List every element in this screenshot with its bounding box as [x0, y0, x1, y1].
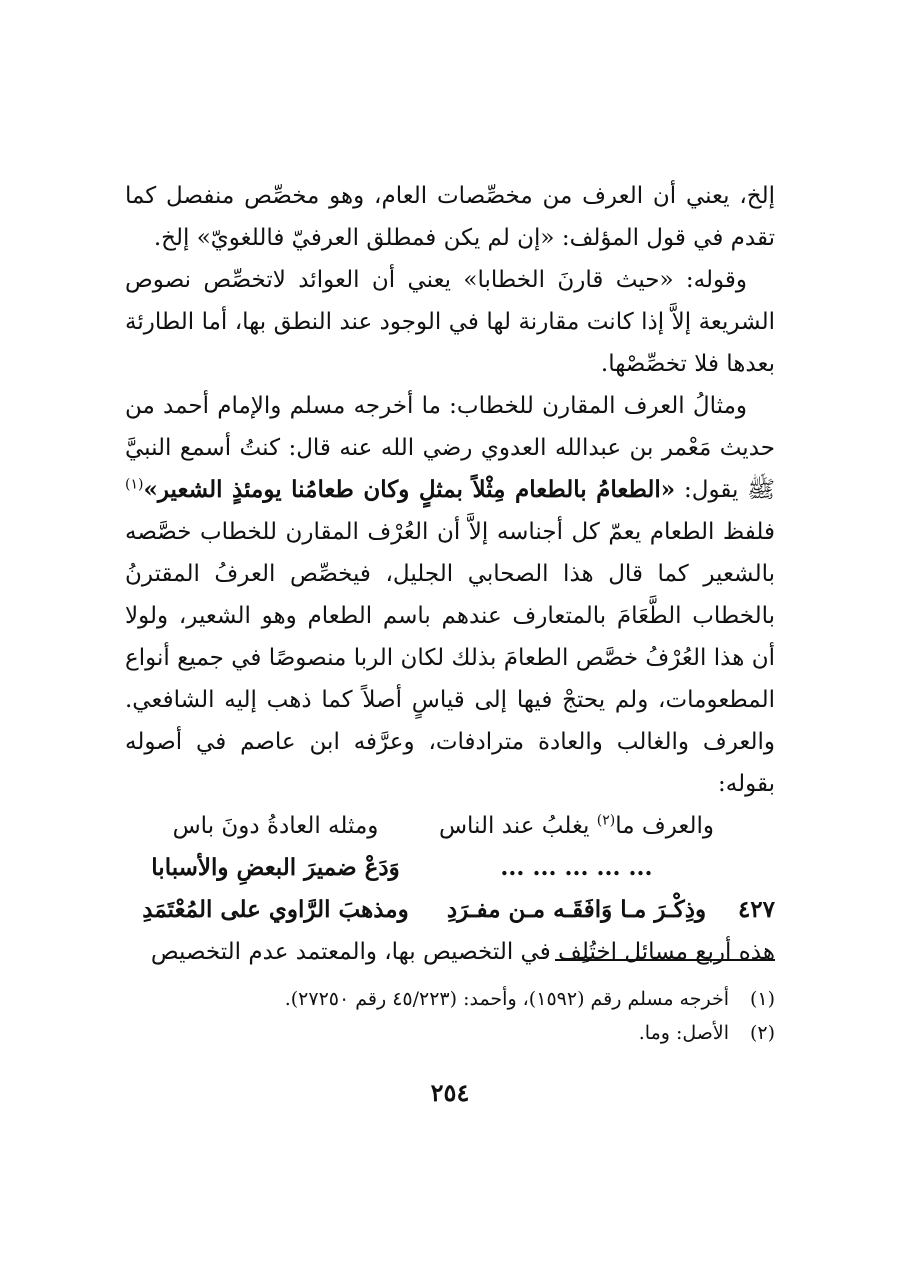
- paragraph-3-intro: ومثالُ العرف المقارن للخطاب: ما أخرجه مسلم والإمام أحمد من حديث مَعْمر بن عبدالله العدوي رضي الله عنه قال: كنتُ أسمع النبيَّ ﷺ يقول:: [125, 393, 775, 503]
- paragraph-3: [125, 385, 775, 805]
- footnote-2: [125, 1016, 775, 1050]
- main-text: [125, 175, 775, 973]
- footnote-1: [125, 982, 775, 1016]
- verse-number: ٤٢٧: [737, 896, 775, 923]
- verse-hemistich-first: [426, 805, 727, 847]
- footnote-ref-1[interactable]: (١): [125, 476, 144, 493]
- verse-text: يغلبُ عند الناس: [438, 813, 597, 839]
- verse-hemistich-second: ومثله العادةُ دونَ باس: [172, 813, 379, 839]
- footnotes: [125, 982, 775, 1050]
- verse-hemistich-second: ومذهبَ الرَّاوي على المُعْتَمَدِ: [142, 896, 409, 923]
- paragraph-3-body: فلفظ الطعام يعمّ كل أجناسه إلاَّ أن العُرْف المقارن للخطاب خصَّصه بالشعير كما قال هذا الصحابي الجليل، فيخصِّص العرفُ المقترنُ بالخطاب الطَّعَامَ بالمتعارف عندهم باسم الطعام وهو الشعير، ولولا أن هذا العُرْفُ خصَّص الطعامَ بذلك لكان الربا منصوصًا في جميع أنواع المطعومات، ولم يحتجْ فيها إلى قياسٍ أصلاً كما ذهب إليه الشافعي. والعرف والغالب والعادة مترادفات، وعرَّفه ابن عاصم في أصوله بقوله:: [125, 519, 775, 797]
- verse-number: [727, 847, 775, 889]
- verse-line-1: [125, 805, 775, 847]
- paragraph-2: [125, 259, 775, 385]
- paragraph-1: [125, 175, 775, 259]
- verse-line-3: [125, 889, 775, 931]
- verse-hemistich-first: ... ... ... ... ...: [500, 854, 653, 881]
- footnote-mark: (٢): [749, 1022, 775, 1044]
- hadith-quote: «الطعامُ بالطعام مِثْلاً بمثلٍ وكان طعامُنا يومئذٍ الشعير»: [143, 476, 676, 503]
- closing-line: [125, 931, 775, 973]
- footnote-text: الأصل: وما.: [638, 1022, 729, 1044]
- paragraph-1-text: إلخ، يعني أن العرف من مخصِّصات العام، وهو مخصِّص منفصل كما تقدم في قول المؤلف: «إن لم يكن فمطلق العرفيّ فاللغويّ» إلخ.: [125, 183, 775, 251]
- verse-number: [727, 805, 775, 847]
- verse-text: والعرف ما: [615, 813, 715, 839]
- verse-hemistich-second: وَدَعْ ضميرَ البعضِ والأسبابا: [151, 854, 400, 881]
- closing-line-text: هذه أربع مسائل اختُلِف في التخصيص بها، والمعتمد عدم التخصيص: [150, 939, 775, 965]
- footnote-mark: (١): [749, 988, 775, 1010]
- verse-line-2: [125, 847, 775, 889]
- footnote-ref-2[interactable]: (٢): [596, 812, 616, 829]
- paragraph-2-text: وقوله: «حيث قارنَ الخطابا» يعني أن العوائد لاتخصِّص نصوص الشريعة إلاَّ إذا كانت مقارنة لها في الوجود عند النطق بها، أما الطارئة بعدها فلا تخصِّصْها.: [125, 267, 775, 377]
- page-number: ٢٥٤: [430, 1078, 470, 1107]
- footnote-divider: [555, 959, 775, 961]
- footnote-text: أخرجه مسلم رقم (١٥٩٢)، وأحمد: (٤٥/٢٢٣ رقم ٢٧٢٥٠).: [284, 988, 729, 1010]
- verse-hemistich-first: وذِكْـرَ مـا وَافَقَـه مـن مفـرَدِ: [446, 896, 707, 923]
